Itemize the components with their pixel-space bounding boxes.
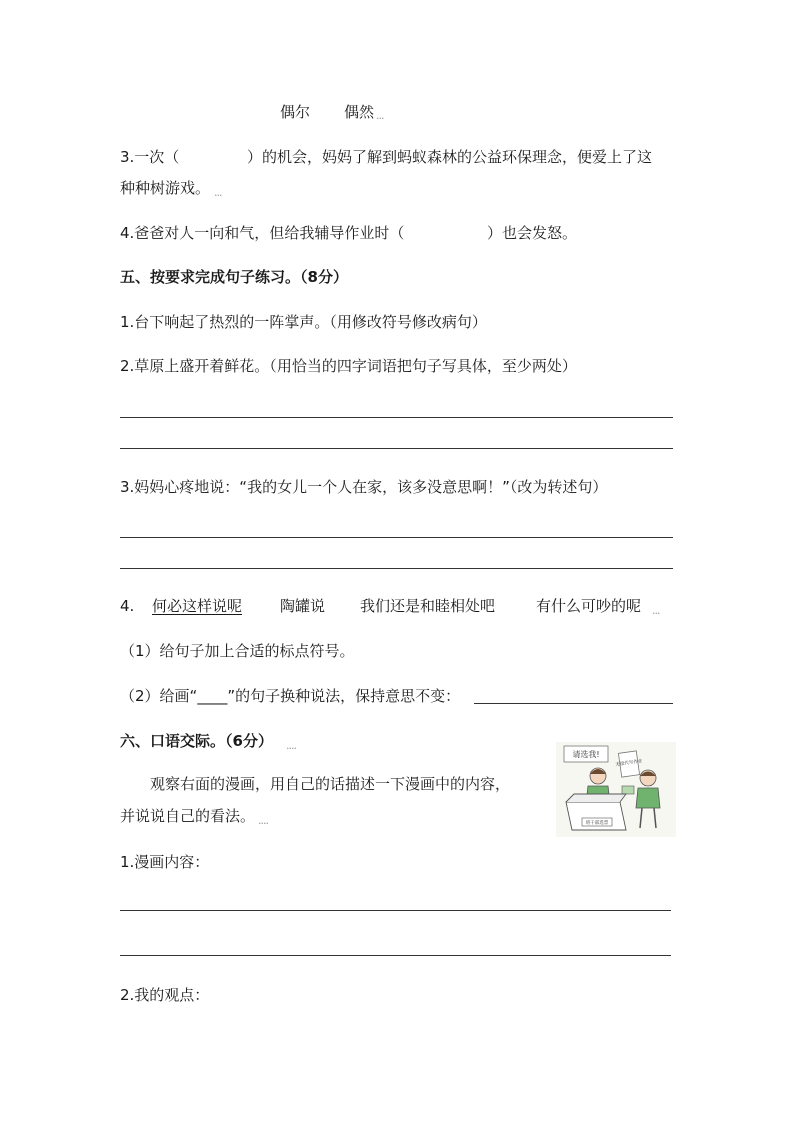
filler-dots: ... <box>214 186 222 199</box>
section-5-item-3: 3.妈妈心疼地说：“我的女儿一个人在家，该多没意思啊！”（改为转述句） <box>120 478 608 496</box>
answer-line[interactable] <box>120 417 673 418</box>
section-6-item-2: 2.我的观点： <box>120 986 210 1004</box>
sub-question-1: （1）给句子加上合适的标点符号。 <box>120 642 355 660</box>
section-5-title: 五、按要求完成句子练习。（8分） <box>120 268 348 286</box>
section-5-item-1: 1.台下响起了热烈的一阵掌声。（用修改符号修改病句） <box>120 313 487 331</box>
question-3-part2: ）的机会，妈妈了解到蚂蚁森林的公益环保理念，便爱上了这 <box>247 148 653 166</box>
sentence-fragment: 陶罐说 <box>280 597 326 615</box>
section-6-title: 六、口语交际。（6分） <box>120 732 273 750</box>
section-6-intro-line2: 并说说自己的看法。 <box>120 807 256 825</box>
section-5-item-4-number: 4. <box>120 597 135 615</box>
word-choice-2: 偶然 <box>344 103 375 121</box>
filler-dots: ... <box>376 109 384 122</box>
answer-line[interactable] <box>120 448 673 449</box>
answer-line[interactable] <box>120 537 673 538</box>
question-3-line2: 种种树游戏。 <box>120 179 211 197</box>
filler-dots: .... <box>258 814 268 827</box>
filler-dots: ... <box>652 604 660 617</box>
section-6-intro-line1: 观察右面的漫画，用自己的话描述一下漫画中的内容， <box>150 775 511 793</box>
answer-line[interactable] <box>120 955 671 956</box>
answer-line[interactable] <box>120 910 671 911</box>
sentence-fragment: 我们还是和睦相处吧 <box>360 597 496 615</box>
cartoon-sign-text: 请选我! <box>572 750 600 759</box>
question-4-part2: ）也会发怒。 <box>487 224 578 242</box>
word-choice-1: 偶尔 <box>280 103 311 121</box>
question-4-part1: 4.爸爸对人一向和气，但给我辅导作业时（ <box>120 224 405 242</box>
sub-question-2: （2）给画“____”的句子换种说法，保持意思不变： <box>120 687 461 705</box>
section-5-item-2: 2.草原上盛开着鲜花。（用恰当的四字词语把句子写具体，至少两处） <box>120 357 577 375</box>
section-6-item-1: 1.漫画内容： <box>120 853 210 871</box>
question-3-part1: 3.一次（ <box>120 148 180 166</box>
sentence-fragment: 有什么可吵的呢 <box>536 597 642 615</box>
cartoon-illustration <box>556 742 676 837</box>
answer-line[interactable] <box>474 703 673 704</box>
cartoon-note-text: 无偿代写作业 <box>615 759 643 768</box>
answer-line[interactable] <box>120 568 673 569</box>
underlined-sentence: 何必这样说呢 <box>152 597 243 615</box>
filler-dots: .... <box>286 739 296 752</box>
cartoon-box-label: 班干部选票 <box>585 821 609 826</box>
